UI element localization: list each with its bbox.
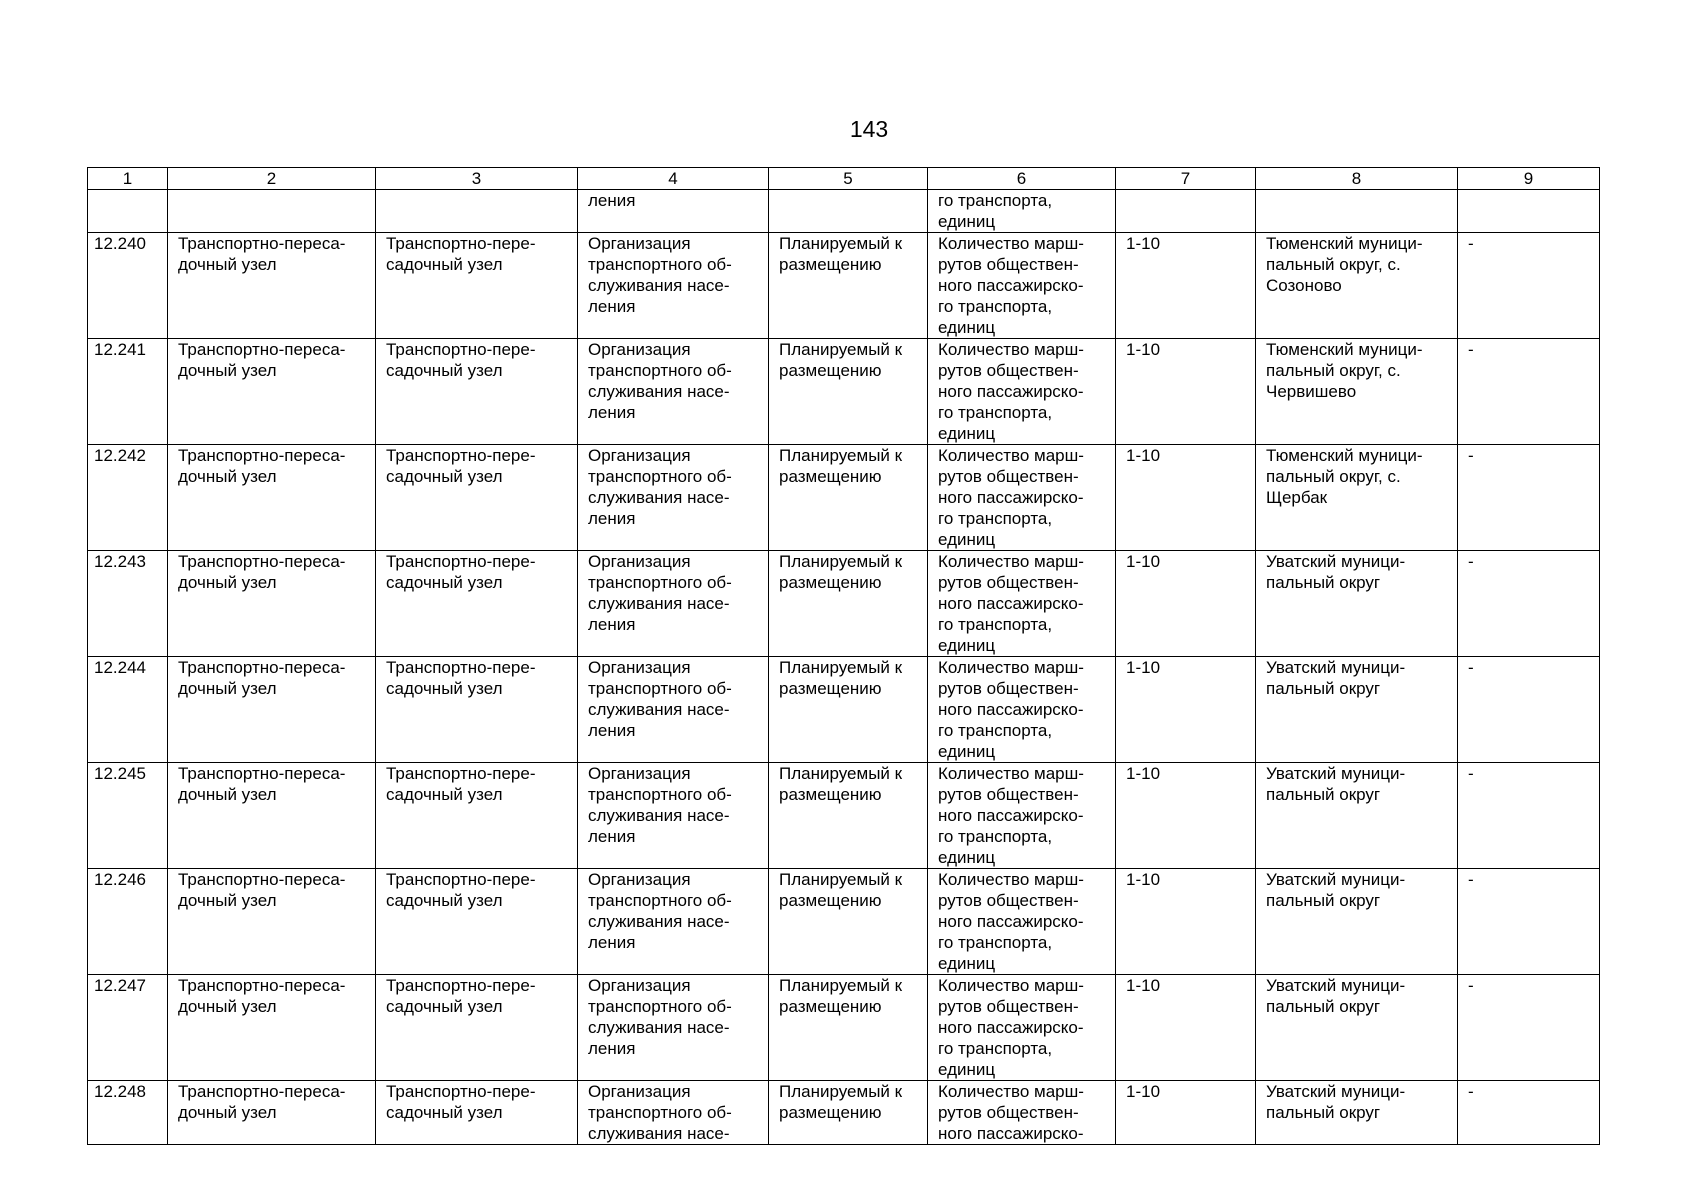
cell-text: дочный узел [178,467,277,486]
table-cell [578,1081,769,1145]
cell-text: пальный округ, с. [1266,255,1401,274]
cell-text: 12.246 [94,870,146,889]
table-cell [769,1081,928,1145]
table-row [88,339,1600,445]
table-cell [769,869,928,975]
page-number: 143 [849,116,889,142]
table-cell [928,869,1116,975]
table-cell [168,233,376,339]
cell-text: дочный узел [178,361,277,380]
table-cell [88,1081,168,1145]
cell-text: 12.245 [94,764,146,783]
cell-text: дочный узел [178,997,277,1016]
cell-text: транспортного об- [588,467,732,486]
cell-text: Количество марш- [938,764,1084,783]
table-cell [1256,190,1458,233]
table-cell [1256,445,1458,551]
table-cell [376,1081,578,1145]
cell-text: садочный узел [386,573,503,592]
table-cell [1458,339,1600,445]
cell-text: 1-10 [1126,552,1161,571]
cell-text: 1-10 [1126,340,1161,359]
table-cell [376,445,578,551]
cell-text: Уватский муници- [1266,1082,1406,1101]
table-cell [88,763,168,869]
cell-text: ного пассажирско- [938,700,1084,719]
cell-text: ления [588,297,636,316]
cell-text: Созоново [1266,276,1342,295]
cell-text: Уватский муници- [1266,552,1406,571]
cell-text: рутов обществен- [938,255,1079,274]
cell-text: 1-10 [1126,1082,1161,1101]
table-cell [1116,763,1256,869]
cell-text: единиц [938,636,996,655]
cell-text: рутов обществен- [938,891,1079,910]
cell-text: Тюменский муници- [1266,446,1423,465]
cell-text: садочный узел [386,679,503,698]
cell-text: транспортного об- [588,891,732,910]
table-cell [1116,190,1256,233]
cell-text: Транспортно-переса- [178,552,346,571]
table-cell [376,190,578,233]
cell-text: единиц [938,424,996,443]
cell-text: Количество марш- [938,976,1084,995]
cell-text: Транспортно-пере- [386,552,536,571]
cell-text: 1-10 [1126,976,1161,995]
table-cell [1458,233,1600,339]
table-cell [578,657,769,763]
cell-text: Планируемый к [779,446,903,465]
cell-text: размещению [779,1103,882,1122]
cell-text: ного пассажирско- [938,594,1084,613]
table-cell [769,190,928,233]
cell-text: 12.241 [94,340,146,359]
cell-text: служивания насе- [588,700,730,719]
cell-text: размещению [779,573,882,592]
table-row [88,763,1600,869]
cell-text: го транспорта, [938,721,1053,740]
cell-text: рутов обществен- [938,679,1079,698]
column-header: 1 [88,168,168,190]
cell-text: - [1468,658,1474,677]
cell-text: дочный узел [178,255,277,274]
table-cell [168,1081,376,1145]
table-cell [769,445,928,551]
cell-text: садочный узел [386,467,503,486]
table-cell [769,233,928,339]
table-cell [928,763,1116,869]
table-row [88,975,1600,1081]
table-cell [376,975,578,1081]
cell-text: транспортного об- [588,361,732,380]
table-cell [168,339,376,445]
cell-text: Количество марш- [938,552,1084,571]
table-cell [168,190,376,233]
table-cell [168,869,376,975]
table-row [88,869,1600,975]
cell-text: единиц [938,212,996,231]
cell-text: Планируемый к [779,658,903,677]
cell-text: размещению [779,997,882,1016]
cell-text: Тюменский муници- [1266,234,1423,253]
table-row [88,233,1600,339]
table-cell [88,190,168,233]
cell-text: Щербак [1266,488,1328,507]
cell-text: единиц [938,318,996,337]
table-cell [1458,763,1600,869]
table-cell [578,763,769,869]
cell-text: Транспортно-пере- [386,234,536,253]
cell-text: Транспортно-переса- [178,976,346,995]
cell-text: транспортного об- [588,1103,732,1122]
table-cell [168,763,376,869]
cell-text: садочный узел [386,997,503,1016]
cell-text: ления [588,191,636,210]
table-cell [1458,190,1600,233]
cell-text: Количество марш- [938,234,1084,253]
cell-text: го транспорта, [938,191,1053,210]
cell-text: единиц [938,742,996,761]
table-cell [376,233,578,339]
table-cell [578,233,769,339]
cell-text: ления [588,615,636,634]
table-cell [928,339,1116,445]
cell-text: размещению [779,361,882,380]
cell-text: служивания насе- [588,276,730,295]
table-cell [578,869,769,975]
cell-text: рутов обществен- [938,467,1079,486]
cell-text: Транспортно-переса- [178,764,346,783]
column-header: 2 [168,168,376,190]
cell-text: Организация [588,658,691,677]
cell-text: ного пассажирско- [938,276,1084,295]
cell-text: Транспортно-переса- [178,340,346,359]
cell-text: рутов обществен- [938,573,1079,592]
cell-text: размещению [779,467,882,486]
cell-text: ного пассажирско- [938,912,1084,931]
table-cell [578,445,769,551]
table-cell [1458,445,1600,551]
cell-text: 12.247 [94,976,146,995]
table-cell [928,1081,1116,1145]
cell-text: го транспорта, [938,403,1053,422]
table-cell [1458,1081,1600,1145]
table-cell [1256,657,1458,763]
cell-text: ления [588,721,636,740]
table-cell [1116,445,1256,551]
cell-text: - [1468,340,1474,359]
cell-text: садочный узел [386,785,503,804]
table-cell [928,445,1116,551]
cell-text: Организация [588,764,691,783]
cell-text: - [1468,446,1474,465]
cell-text: Планируемый к [779,870,903,889]
table-cell [1116,975,1256,1081]
cell-text: Транспортно-переса- [178,870,346,889]
table-cell [88,233,168,339]
cell-text: рутов обществен- [938,997,1079,1016]
cell-text: ления [588,403,636,422]
table-cell [88,975,168,1081]
cell-text: Уватский муници- [1266,658,1406,677]
cell-text: го транспорта, [938,509,1053,528]
cell-text: 12.244 [94,658,146,677]
table-cell [1256,869,1458,975]
cell-text: служивания насе- [588,1124,730,1143]
table-cell [928,551,1116,657]
cell-text: Уватский муници- [1266,976,1406,995]
cell-text: размещению [779,785,882,804]
cell-text: садочный узел [386,255,503,274]
cell-text: ления [588,933,636,952]
cell-text: 1-10 [1126,870,1161,889]
cell-text: - [1468,552,1474,571]
table-cell [1256,975,1458,1081]
table-cell [578,551,769,657]
cell-text: Планируемый к [779,764,903,783]
cell-text: Транспортно-переса- [178,446,346,465]
cell-text: пальный округ [1266,573,1381,592]
cell-text: - [1468,234,1474,253]
table-row [88,1081,1600,1145]
cell-text: пальный округ [1266,679,1381,698]
header-row [88,168,1600,190]
cell-text: Количество марш- [938,1082,1084,1101]
table-cell [769,975,928,1081]
cell-text: Количество марш- [938,870,1084,889]
cell-text: дочный узел [178,1103,277,1122]
cell-text: Количество марш- [938,658,1084,677]
continuation-row [88,190,1600,233]
cell-text: транспортного об- [588,573,732,592]
table-cell [1256,1081,1458,1145]
cell-text: пальный округ [1266,1103,1381,1122]
table-cell [1256,551,1458,657]
cell-text: пальный округ [1266,891,1381,910]
cell-text: размещению [779,255,882,274]
table-cell [168,445,376,551]
cell-text: служивания насе- [588,594,730,613]
cell-text: служивания насе- [588,488,730,507]
column-header: 9 [1458,168,1600,190]
cell-text: транспортного об- [588,997,732,1016]
cell-text: Организация [588,446,691,465]
cell-text: го транспорта, [938,1039,1053,1058]
cell-text: размещению [779,679,882,698]
cell-text: 12.248 [94,1082,146,1101]
cell-text: рутов обществен- [938,1103,1079,1122]
table-cell [376,339,578,445]
cell-text: служивания насе- [588,1018,730,1037]
table-cell [376,763,578,869]
table-row [88,657,1600,763]
cell-text: Планируемый к [779,1082,903,1101]
cell-text: садочный узел [386,1103,503,1122]
table-cell [1256,763,1458,869]
cell-text: пальный округ [1266,785,1381,804]
table-cell [1458,975,1600,1081]
table-cell [1458,657,1600,763]
cell-text: Количество марш- [938,340,1084,359]
table-cell [1116,657,1256,763]
cell-text: рутов обществен- [938,361,1079,380]
table-cell [1116,233,1256,339]
cell-text: Транспортно-пере- [386,764,536,783]
cell-text: ного пассажирско- [938,382,1084,401]
cell-text: го транспорта, [938,933,1053,952]
cell-text: Организация [588,234,691,253]
cell-text: - [1468,764,1474,783]
cell-text: рутов обществен- [938,785,1079,804]
table-cell [769,339,928,445]
table-cell [769,657,928,763]
cell-text: го транспорта, [938,297,1053,316]
table-cell [88,445,168,551]
table-cell [928,233,1116,339]
cell-text: ления [588,827,636,846]
table-cell [578,975,769,1081]
cell-text: единиц [938,848,996,867]
cell-text: пальный округ, с. [1266,467,1401,486]
table-cell [88,339,168,445]
cell-text: Червишево [1266,382,1357,401]
cell-text: пальный округ [1266,997,1381,1016]
table-cell [769,763,928,869]
cell-text: садочный узел [386,361,503,380]
cell-text: Транспортно-пере- [386,1082,536,1101]
cell-text: Организация [588,870,691,889]
cell-text: ного пассажирско- [938,1124,1084,1143]
column-header: 8 [1256,168,1458,190]
table-cell [88,869,168,975]
table-cell [168,975,376,1081]
table-cell [88,657,168,763]
cell-text: Транспортно-переса- [178,1082,346,1101]
table-cell [168,657,376,763]
cell-text: дочный узел [178,573,277,592]
cell-text: служивания насе- [588,806,730,825]
table-row [88,551,1600,657]
cell-text: 12.242 [94,446,146,465]
cell-text: Количество марш- [938,446,1084,465]
cell-text: - [1468,870,1474,889]
cell-text: Уватский муници- [1266,764,1406,783]
cell-text: служивания насе- [588,912,730,931]
table-cell [1256,233,1458,339]
column-header: 6 [928,168,1116,190]
cell-text: транспортного об- [588,255,732,274]
cell-text: 1-10 [1126,234,1161,253]
data-table [87,167,1600,1145]
cell-text: единиц [938,1060,996,1079]
column-header: 4 [578,168,769,190]
cell-text: Планируемый к [779,552,903,571]
cell-text: транспортного об- [588,679,732,698]
table-row [88,445,1600,551]
table-cell [1116,339,1256,445]
cell-text: ного пассажирско- [938,488,1084,507]
cell-text: Планируемый к [779,234,903,253]
cell-text: го транспорта, [938,827,1053,846]
cell-text: Организация [588,976,691,995]
cell-text: единиц [938,530,996,549]
cell-text: ного пассажирско- [938,1018,1084,1037]
table-cell [1116,551,1256,657]
table-cell [376,869,578,975]
cell-text: Организация [588,552,691,571]
cell-text: садочный узел [386,891,503,910]
cell-text: дочный узел [178,785,277,804]
cell-text: Организация [588,340,691,359]
cell-text: Транспортно-пере- [386,976,536,995]
table-cell [376,551,578,657]
cell-text: Транспортно-переса- [178,658,346,677]
cell-text: служивания насе- [588,382,730,401]
cell-text: единиц [938,954,996,973]
column-header: 7 [1116,168,1256,190]
table-cell [1458,869,1600,975]
cell-text: 1-10 [1126,658,1161,677]
cell-text: Уватский муници- [1266,870,1406,889]
column-header: 5 [769,168,928,190]
cell-text: го транспорта, [938,615,1053,634]
cell-text: Транспортно-пере- [386,446,536,465]
cell-text: - [1468,1082,1474,1101]
cell-text: транспортного об- [588,785,732,804]
table-cell [578,339,769,445]
cell-text: 1-10 [1126,446,1161,465]
table-cell [769,551,928,657]
table-cell [928,657,1116,763]
table-cell [928,190,1116,233]
table-cell [376,657,578,763]
cell-text: Транспортно-переса- [178,234,346,253]
table-cell [1256,339,1458,445]
cell-text: Тюменский муници- [1266,340,1423,359]
table-cell [928,975,1116,1081]
table-cell [88,551,168,657]
table-cell [168,551,376,657]
cell-text: 12.243 [94,552,146,571]
table-cell [1116,1081,1256,1145]
cell-text: размещению [779,891,882,910]
table-cell [578,190,769,233]
cell-text: ного пассажирско- [938,806,1084,825]
cell-text: Транспортно-пере- [386,870,536,889]
cell-text: Транспортно-пере- [386,658,536,677]
table-cell [1458,551,1600,657]
cell-text: Планируемый к [779,976,903,995]
cell-text: ления [588,509,636,528]
table-cell [1116,869,1256,975]
cell-text: Организация [588,1082,691,1101]
cell-text: Планируемый к [779,340,903,359]
cell-text: дочный узел [178,679,277,698]
cell-text: - [1468,976,1474,995]
cell-text: ления [588,1039,636,1058]
cell-text: 1-10 [1126,764,1161,783]
cell-text: 12.240 [94,234,146,253]
cell-text: дочный узел [178,891,277,910]
column-header: 3 [376,168,578,190]
cell-text: Транспортно-пере- [386,340,536,359]
cell-text: пальный округ, с. [1266,361,1401,380]
